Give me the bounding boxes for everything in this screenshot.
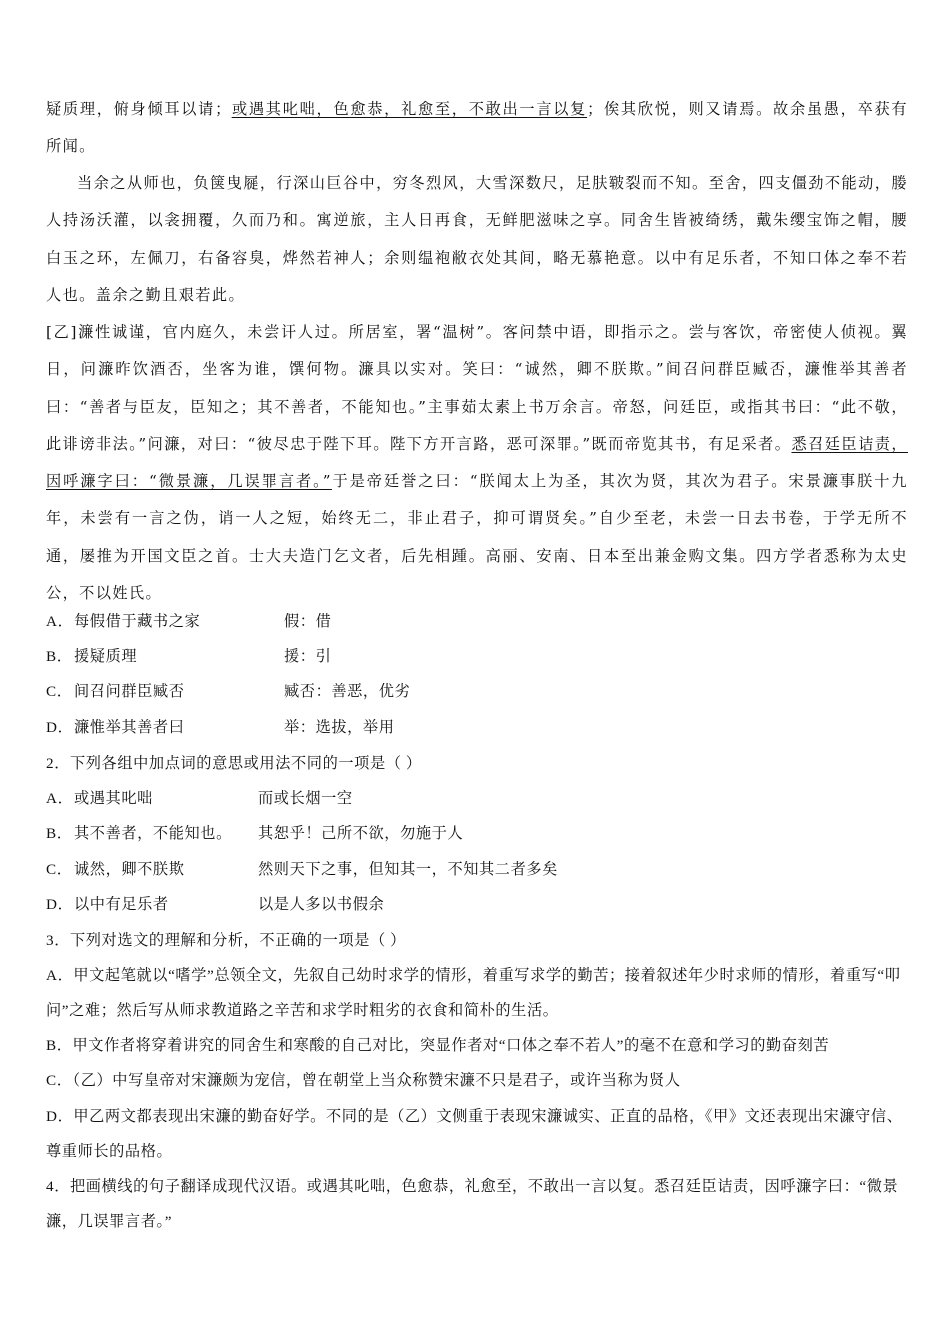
q1-option-c xyxy=(46,674,411,710)
underlined-sentence-2: 悉召廷臣诘责，因呼濂字曰：“微景濂，几误罪言者。” xyxy=(46,434,908,491)
option-text: 每假借于藏书之家 xyxy=(74,613,201,630)
option-pair: 然则天下之事，但知其一，不知其二者多矣 xyxy=(258,861,558,878)
option-label: C． xyxy=(46,861,73,878)
yi-text-b: 于是帝廷誉之曰：“朕闻太上为圣，其次为贤，其次为君子。宋景濂事朕十九年，未尝有一言之伪，诮一人之短，始终无二，非止君子，抑可谓贤矣。”自少至老，未尝一日去书卷，于学无所不通，屡推为开国文臣之首。士大夫造门乞文者，后先相踵。高丽、安南、日本至出兼金购文集。四方学者悉称为太史公，不以姓氏。 xyxy=(46,472,908,603)
q2-option-b xyxy=(46,816,464,852)
q3-option-a: A．甲文起笔就以“嗜学”总领全文，先叙自己幼时求学的情形，着重写求学的勤苦；接着叙述年少时求师的情形，着重写“叩问”之难；然后写从师求教道路之辛苦和求学时粗劣的衣食和简朴的生活。 xyxy=(46,967,901,1019)
q4-question: 4．把画横线的句子翻译成现代汉语。或遇其叱咄，色愈恭，礼愈至，不敢出一言以复。悉召廷臣诘责，因呼濂字曰：“微景濂，几误罪言者。” xyxy=(46,1178,899,1230)
q1-option-b xyxy=(46,639,332,675)
option-pair: 而或长烟一空 xyxy=(258,790,353,807)
q2-option-c xyxy=(46,852,558,888)
q3-stem: 3．下列对选文的理解和分析，不正确的一项是（ ） xyxy=(46,932,406,949)
option-label: D． xyxy=(46,896,74,913)
passage-yi-para xyxy=(46,314,908,612)
q2-stem: 2．下列各组中加点词的意思或用法不同的一项是（ ） xyxy=(46,755,422,772)
option-text: 援疑质理 xyxy=(74,648,138,665)
para-1-text-b: ；俟其欣悦，则又请焉。故余虽愚，卒获有所闻。 xyxy=(46,100,908,156)
option-text: 以中有足乐者 xyxy=(74,896,169,913)
option-gloss: 假：借 xyxy=(284,613,332,630)
para-1-text-a: 疑质理，俯身倾耳以请； xyxy=(46,100,232,118)
passage-jia-para-2: 当余之从师也，负箧曳屣，行深山巨谷中，穷冬烈风，大雪深数尺，足肤皲裂而不知。至舍，四支僵劲不能动，媵人持汤沃灌，以衾拥覆，久而乃和。寓逆旅，主人日再食，无鲜肥滋味之享。同舍生皆被绮绣，戴朱缨宝饰之帽，腰白玉之环，左佩刀，右备容臭，烨然若神人；余则缊袍敝衣处其间，略无慕艳意。以中有足乐者，不知口体之奉不若人也。盖余之勤且艰若此。 xyxy=(46,174,908,304)
underlined-sentence-1: 或遇其叱咄，色愈恭，礼愈至，不敢出一言以复 xyxy=(231,100,588,118)
option-label: C． xyxy=(46,683,73,700)
passage-jia-para-1 xyxy=(46,91,908,166)
option-pair: 以是人多以书假余 xyxy=(258,896,385,913)
option-label: A． xyxy=(46,790,74,807)
option-text: 间召问群臣臧否 xyxy=(74,683,185,700)
option-pair: 其恕乎！己所不欲，勿施于人 xyxy=(258,825,464,842)
option-label: B． xyxy=(46,648,73,665)
q1-option-d xyxy=(46,710,395,746)
q2-option-a xyxy=(46,781,353,817)
option-text: 濂惟举其善者曰 xyxy=(74,719,185,736)
q3-option-b: B．甲文作者将穿着讲究的同舍生和寒酸的自己对比，突显作者对“口体之奉不若人”的毫不在意和学习的勤奋刻苦 xyxy=(46,1037,830,1054)
q3-option-d: D．甲乙两文都表现出宋濂的勤奋好学。不同的是（乙）文侧重于表现宋濂诚实、正直的品格，《甲》文还表现出宋濂守信、尊重师长的品格。 xyxy=(46,1108,903,1160)
option-label: A． xyxy=(46,613,74,630)
option-label: D． xyxy=(46,719,74,736)
option-gloss: 援：引 xyxy=(284,648,332,665)
option-gloss: 举：选拔，举用 xyxy=(284,719,395,736)
option-gloss: 臧否：善恶，优劣 xyxy=(284,683,411,700)
option-text: 诚然，卿不朕欺 xyxy=(74,861,185,878)
option-label: B． xyxy=(46,825,73,842)
q3-option-c: C．（乙）中写皇帝对宋濂颇为宠信，曾在朝堂上当众称赞宋濂不只是君子，或许当称为贤人 xyxy=(46,1072,681,1089)
yi-text-a: [乙]濂性诚谨，官内庭久，未尝讦人过。所居室，署“温树”。客问禁中语，即指示之。尝与客饮，帝密使人侦视。翼日，问濂昨饮酒否，坐客为谁，馔何物。濂具以实对。笑曰：“诚然，卿不朕欺。”间召问群臣臧否，濂惟举其善者曰：“善者与臣友，臣知之；其不善者，不能知也。”主事茹太素上书万余言。帝怒，问廷臣，或指其书曰：“此不敬，此诽谤非法。”问濂，对曰：“彼尽忠于陛下耳。陛下方开言路，恶可深罪。”既而帝览其书，有足采者。 xyxy=(46,323,908,453)
q2-option-d xyxy=(46,887,385,923)
q1-option-a xyxy=(46,604,332,640)
option-text: 或遇其叱咄 xyxy=(74,790,153,807)
option-text: 其不善者，不能知也。 xyxy=(74,825,232,842)
